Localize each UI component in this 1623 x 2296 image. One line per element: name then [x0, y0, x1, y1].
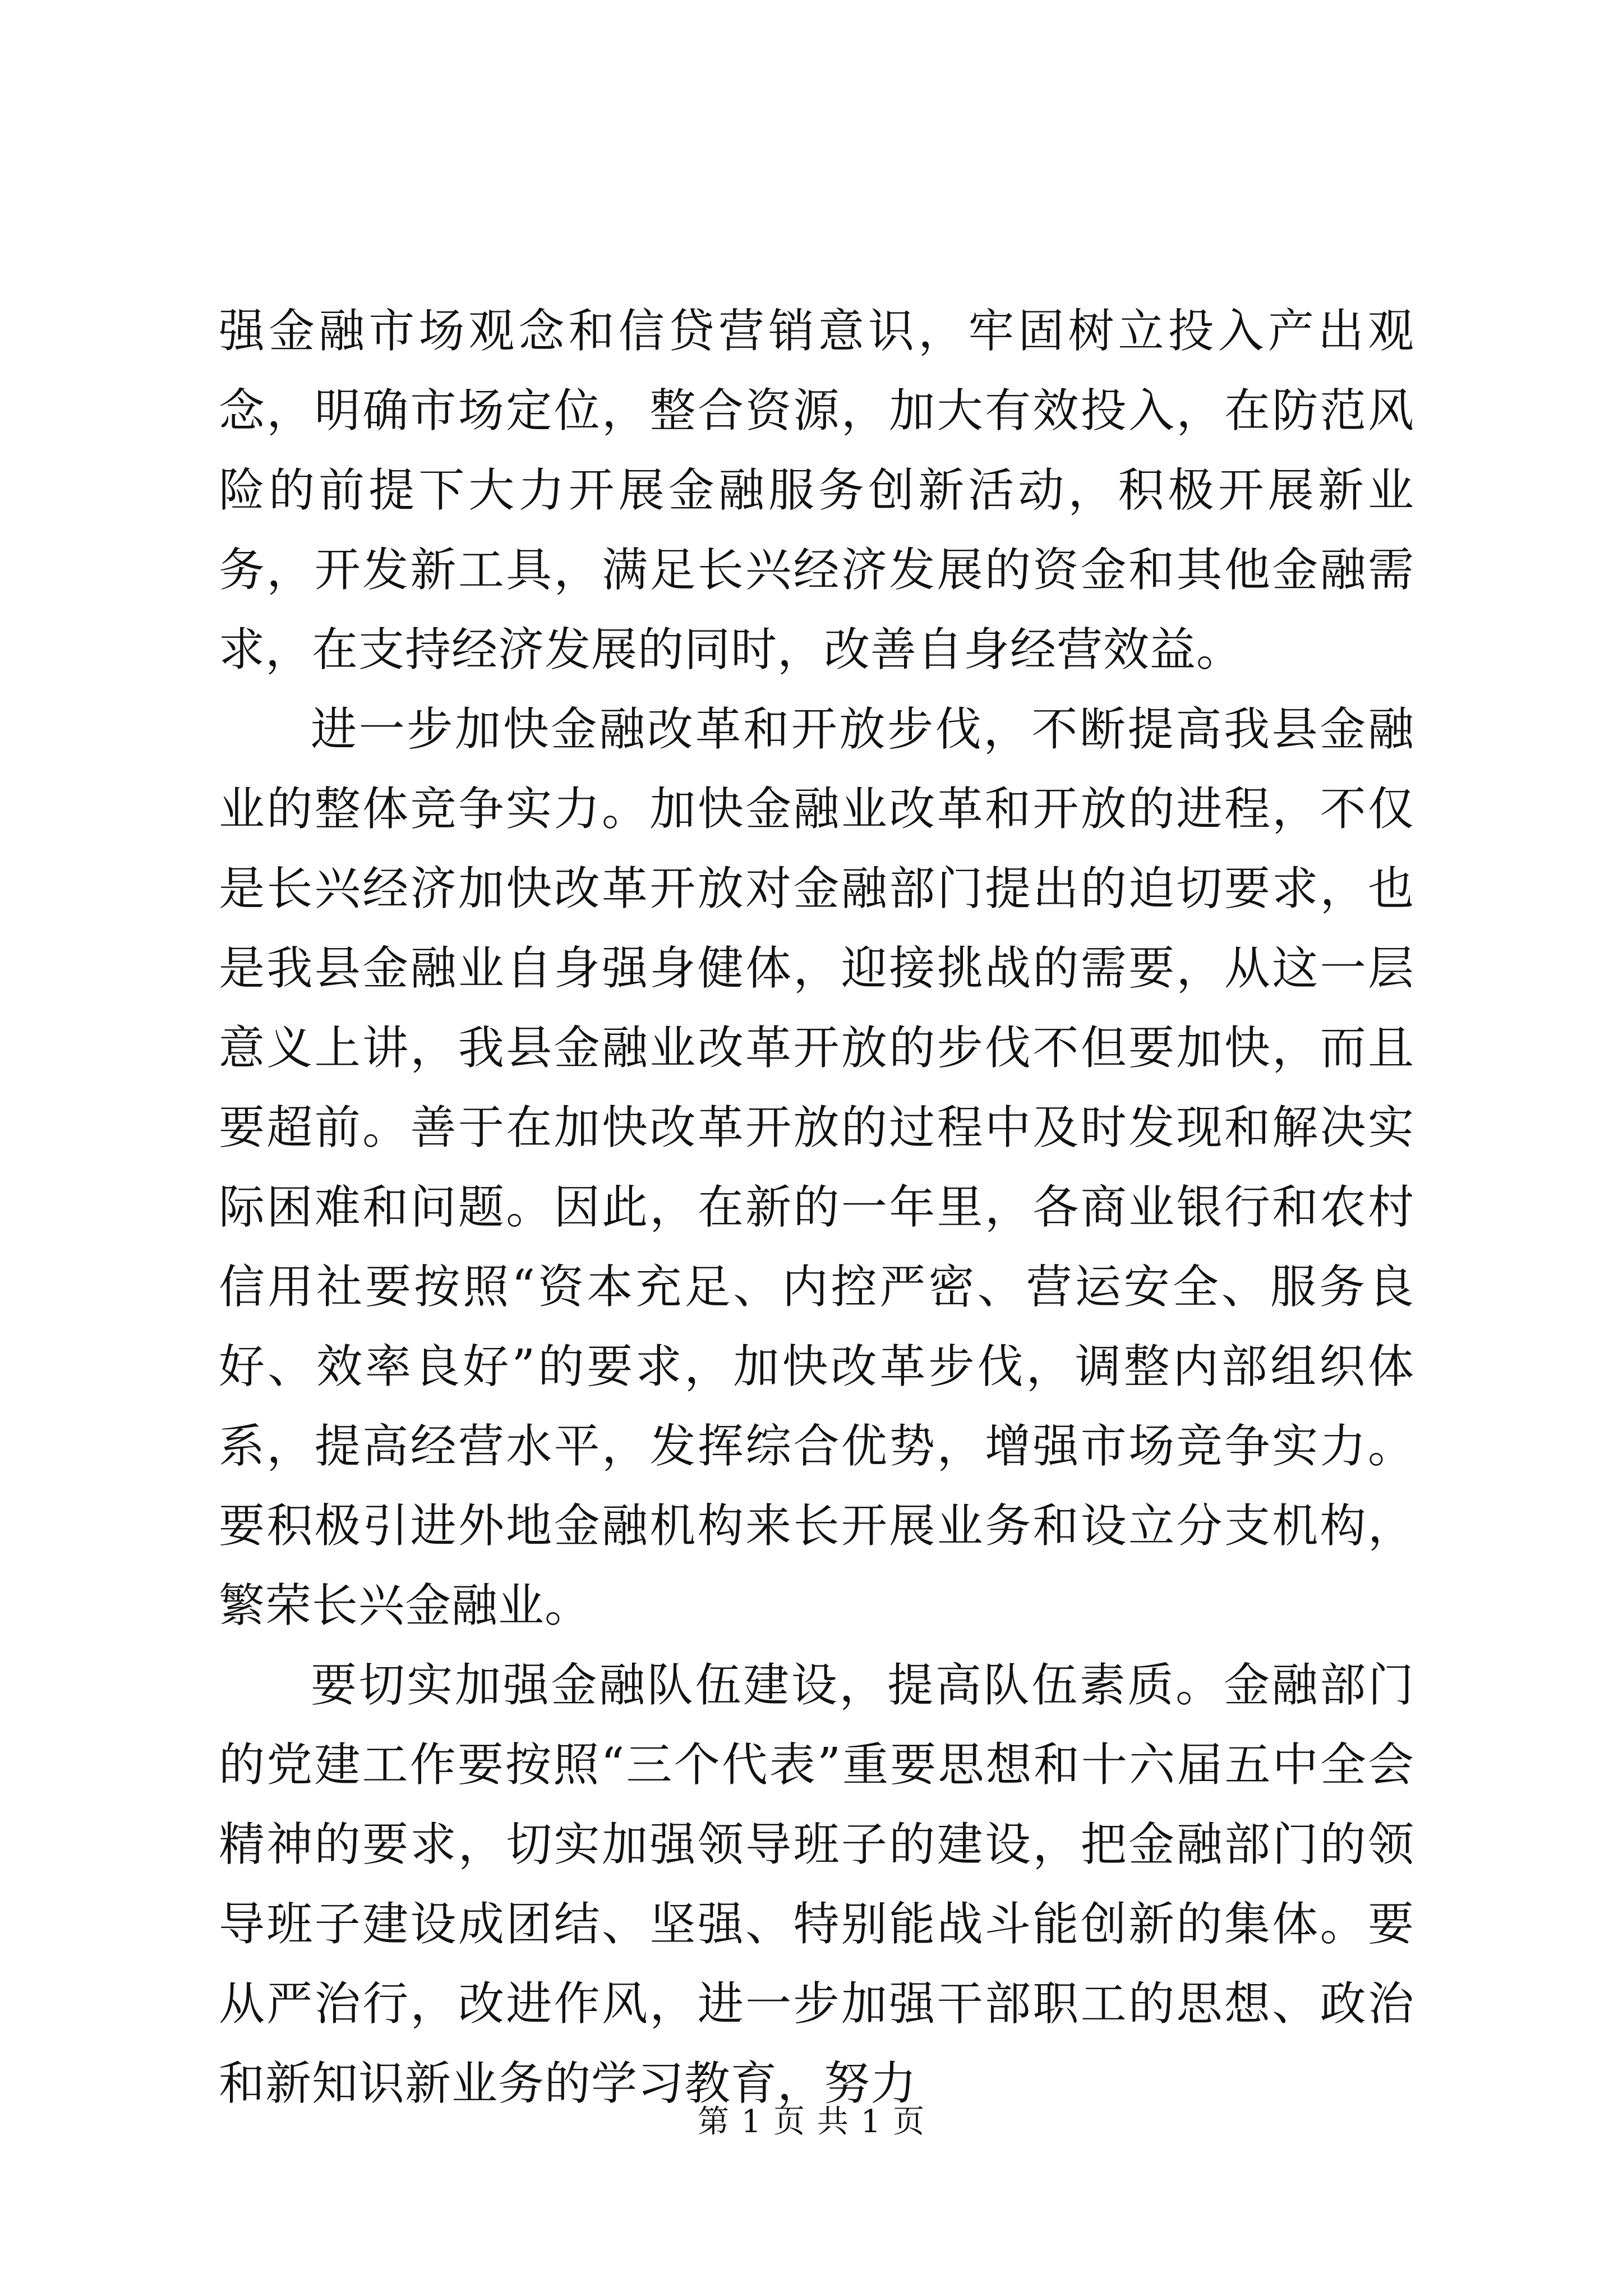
paragraph-2: 进一步加快金融改革和开放步伐，不断提高我县金融业的整体竞争实力。加快金融业改革和开放的进程，不仅是长兴经济加快改革开放对金融部门提出的迫切要求，也是我县金融业自身强身健体，迎接挑战的需要，从这一层意义上讲，我县金融业改革开放的步伐不但要加快，而且要超前。善于在加快改革开放的过程中及时发现和解决实际困难和问题。因此，在新的一年里，各商业银行和农村信用社要按照“资本充足、内控严密、营运安全、服务良好、效率良好”的要求，加快改革步伐，调整内部组织体系，提高经营水平，发挥综合优势，增强市场竞争实力。要积极引进外地金融机构来长开展业务和设立分支机构，繁荣长兴金融业。	[219, 703, 1414, 1632]
paragraph-1: 强金融市场观念和信贷营销意识，牢固树立投入产出观念，明确市场定位，整合资源，加大有效投入，在防范风险的前提下大力开展金融服务创新活动，积极开展新业务，开发新工具，满足长兴经济发展的资金和其他金融需求，在支持经济发展的同时，改善自身经营效益。	[219, 305, 1414, 677]
page-number-label: 第 1 页 共 1 页	[697, 2104, 926, 2140]
paragraph-3: 要切实加强金融队伍建设，提高队伍素质。金融部门的党建工作要按照“三个代表”重要思想和十六届五中全会精神的要求，切实加强领导班子的建设，把金融部门的领导班子建设成团结、坚强、特别能战斗能创新的集体。要从严治行，改进作风，进一步加强干部职工的思想、政治和新知识新业务的学习教育，努力	[219, 1659, 1414, 2110]
document-body	[219, 292, 1414, 2124]
page-footer	[0, 2102, 1623, 2142]
